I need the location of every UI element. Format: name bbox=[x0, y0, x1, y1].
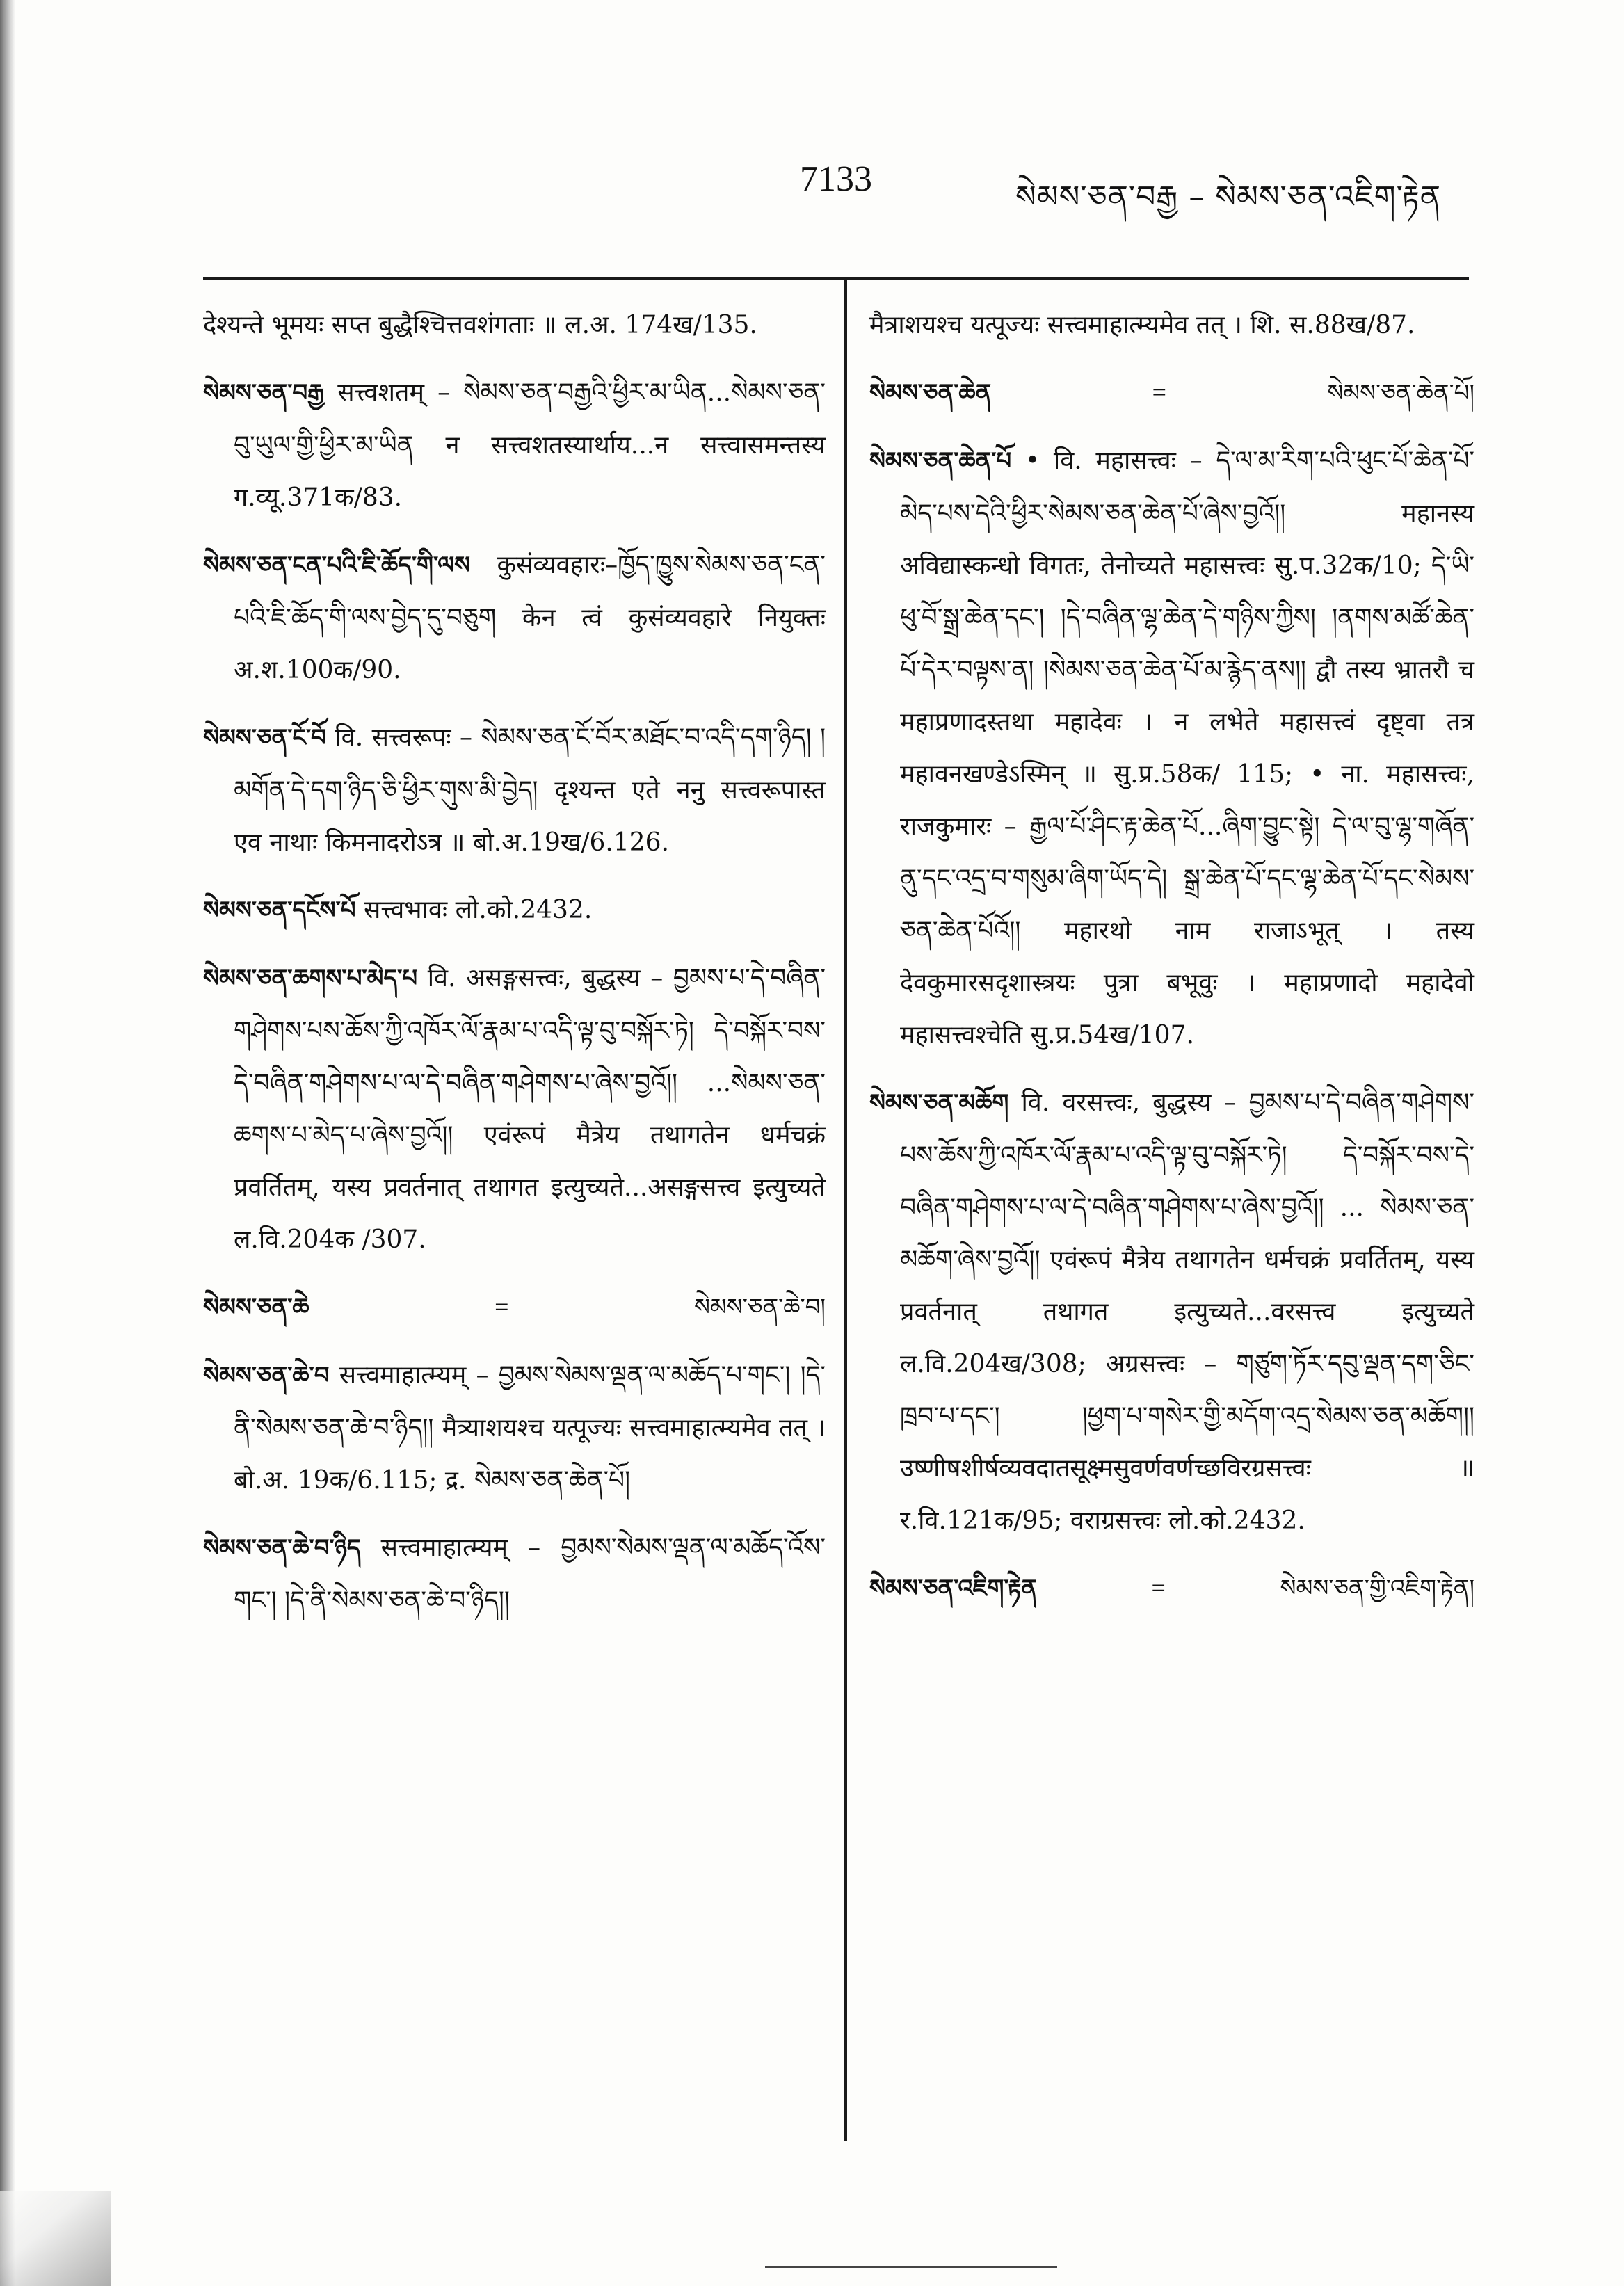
entry-headword: སེམས་ཅན་ངོ་བོ bbox=[203, 724, 326, 752]
dictionary-entry bbox=[203, 1349, 826, 1506]
page-header bbox=[0, 159, 1624, 221]
dictionary-entry bbox=[203, 952, 826, 1266]
cross-reference-target: སེམས་ཅན་ཆེན་པོ། bbox=[1327, 379, 1474, 407]
dictionary-entry bbox=[869, 435, 1474, 1061]
entry-body: सत्त्वशतम् – སེམས་ཅན་བརྒྱའི་ཕྱིར་མ་ཡིན...སེམས་ཅན་བུ་ཡུལ་གྱི་ཕྱིར་མ་ཡིན न सत्त्वशतस्यार्थाय...न सत्त्वासमन्तस्य ग.व्यू.371क/83. bbox=[234, 378, 826, 512]
entry-headword: སེམས་ཅན་དངོས་པོ bbox=[203, 896, 356, 924]
entry-headword: སེམས་ཅན་ཆགས་པ་མེད་པ bbox=[203, 965, 418, 992]
entry-body: वि. सत्त्वरूपः – སེམས་ཅན་ངོ་བོར་མཐོང་བ་འདི་དག་ཉིད། །མགོན་དེ་དག་ཉིད་ཅི་ཕྱིར་གུས་མི་བྱེད། दृश्यन्त एते ननु सत्त्वरूपास्त एव नाथाः किमनादरोऽत्र ॥ बो.अ.19ख/6.126. bbox=[234, 723, 826, 857]
dictionary-entry bbox=[203, 711, 826, 869]
footer-rule bbox=[765, 2266, 1057, 2268]
equals-sign: = bbox=[1151, 1574, 1166, 1602]
continuation-text: देश्यन्ते भूमयः सप्त बुद्धैश्चित्तवशंगताः ॥ ल.अ. 174ख/135. bbox=[203, 311, 757, 339]
header-rule bbox=[203, 277, 1469, 280]
left-column bbox=[203, 299, 826, 1642]
equals-sign: = bbox=[1152, 378, 1166, 406]
running-head: སེམས་ཅན་བརྒྱ – སེམས་ཅན་འཇིག་རྟེན bbox=[1015, 179, 1441, 215]
cross-reference-entry bbox=[869, 367, 1474, 419]
entry-headword: སེམས་ཅན་ཆེན་པོ bbox=[869, 447, 1012, 475]
entry-headword: སེམས་ཅན་ཆེན bbox=[869, 379, 992, 407]
dictionary-entry bbox=[203, 367, 826, 524]
scan-corner-shadow bbox=[0, 2191, 111, 2286]
entry-body: सत्त्वमाहात्म्यम् – བྱམས་སེམས་ལྡན་ལ་མཆོད་འོས་གང་། །དེ་ནི་སེམས་ཅན་ཆེ་བ་ཉིད།། bbox=[234, 1534, 826, 1615]
cross-reference-entry bbox=[869, 1562, 1474, 1615]
dictionary-entry bbox=[203, 539, 826, 696]
entry-body: वि. असङ्गसत्त्वः, बुद्धस्य – བྱམས་པ་དེ་བཞིན་གཤེགས་པས་ཆོས་ཀྱི་འཁོར་ལོ་རྣམ་པ་འདི་ལྟ་བུ་བསྐོར་ཏེ། དེ་བསྐོར་བས་དེ་བཞིན་གཤེགས་པ་ལ་དེ་བཞིན་གཤེགས་པ་ཞེས་བྱའོ།། ...སེམས་ཅན་ཆགས་པ་མེད་པ་ཞེས་བྱའོ།། एवंरूपं मैत्रेय तथागतेन धर्मचक्रं प्रवर्तितम्, यस्य प्रवर्तनात् तथागत इत्युच्यते...असङ्गसत्त्व इत्युच्यते ल.वि.204क /307. bbox=[234, 964, 826, 1254]
entry-headword: སེམས་ཅན་འཇིག་རྟེན bbox=[869, 1575, 1037, 1602]
entry-body: सत्त्वभावः लो.को.2432. bbox=[364, 896, 593, 924]
entry-body: • वि. महासत्त्वः – དེ་ལ་མ་རིག་པའི་ཕུང་པོ་ཆེན་པོ་མེད་པས་དེའི་ཕྱིར་སེམས་ཅན་ཆེན་པོ་ཞེས་བྱའོ།། महानस्य अविद्यास्कन्धो विगतः, तेनोच्यते महासत्त्वः सु.प.32क/10; དེ་ཡི་ཕུ་བོ་སྒྲ་ཆེན་དང་། །དེ་བཞིན་ལྷ་ཆེན་དེ་གཉིས་ཀྱིས། །ནགས་མཚོ་ཆེན་པོ་དེར་བལྟས་ན། །སེམས་ཅན་ཆེན་པོ་མ་རྙེད་ནས།། द्वौ तस्य भ्रातरौ च महाप्रणादस्तथा महादेवः । न लभेते महासत्त्वं दृष्ट्वा तत्र महावनखण्डेऽस्मिन् ॥ सु.प्र.58क/ 115; • ना. महासत्त्वः, राजकुमारः – རྒྱལ་པོ་ཤིང་རྟ་ཆེན་པོ...ཞིག་བྱུང་སྟེ། དེ་ལ་བུ་ལྷ་གཞོན་ནུ་དང་འདྲ་བ་གསུམ་ཞིག་ཡོད་དེ། སྒྲ་ཆེན་པོ་དང་ལྷ་ཆེན་པོ་དང་སེམས་ཅན་ཆེན་པོའོ།། महारथो नाम राजाऽभूत् । तस्य देवकुमारसदृशास्त्रयः पुत्रा बभूवुः । महाप्रणादो महादेवो महासत्त्वश्चेति सु.प्र.54ख/107. bbox=[900, 446, 1474, 1049]
cross-reference-entry bbox=[203, 1281, 826, 1334]
entry-body: कुसंव्यवहारः–ཁྱོད་ཁྱུས་སེམས་ཅན་ངན་པའི་ཇི་ཆོད་གི་ལས་བྱེད་དུ་བཅུག केन त्वं कुसंव्यवहारे नियुक्तः अ.श.100क/90. bbox=[234, 551, 826, 684]
right-column bbox=[869, 299, 1474, 1630]
entry-headword: སེམས་ཅན་ཆེ་བ་ཉིད bbox=[203, 1534, 361, 1562]
entry-headword: སེམས་ཅན་ཆེ bbox=[203, 1294, 309, 1321]
entry-headword: སེམས་ཅན་བརྒྱ bbox=[203, 379, 325, 407]
entry-headword: སེམས་ཅན་ཆེ་བ bbox=[203, 1362, 330, 1390]
scan-edge-shadow bbox=[0, 0, 15, 2286]
dictionary-entry bbox=[203, 1522, 826, 1627]
dictionary-entry bbox=[203, 884, 826, 937]
entry-body: वि. वरसत्त्वः, बुद्धस्य – བྱམས་པ་དེ་བཞིན་གཤེགས་པས་ཆོས་ཀྱི་འཁོར་ལོ་རྣམ་པ་འདི་ལྟ་བུ་བསྐོར་ཏེ། དེ་བསྐོར་བས་དེ་བཞིན་གཤེགས་པ་ལ་དེ་བཞིན་གཤེགས་པ་ཞེས་བྱའོ།། ... སེམས་ཅན་མཆོག་ཞེས་བྱའོ།། एवंरूपं मैत्रेय तथागतेन धर्मचक्रं प्रवर्तितम्, यस्य प्रवर्तनात् तथागत इत्युच्यते...वरसत्त्व इत्युच्यते ल.वि.204ख/308; अग्रसत्त्वः – གཙུག་ཏོར་དབུ་ལྡན་དག་ཅིང་ཁྲབ་པ་དང་། །ཕྱག་པ་གསེར་གྱི་མདོག་འདྲ་སེམས་ཅན་མཆོག།། उष्णीषशीर्षव्यवदातसूक्ष्मसुवर्णवर्णच्छविरग्रसत्त्वः ॥ र.वि.121क/95; वराग्रसत्त्वः लो.को.2432. bbox=[900, 1088, 1474, 1535]
dictionary-entry bbox=[869, 1077, 1474, 1547]
equals-sign: = bbox=[495, 1293, 509, 1321]
column-divider bbox=[844, 277, 847, 2141]
entry-body: सत्त्वमाहात्म्यम् – བྱམས་སེམས་ལྡན་ལ་མཆོད་པ་གང་། །དེ་ནི་སེམས་ཅན་ཆེ་བ་ཉིད།། मैत्र्याशयश्च यत्पूज्यः सत्त्वमाहात्म्यमेव तत् । बो.अ. 19क/6.115; द्र. སེམས་ཅན་ཆེན་པོ། bbox=[234, 1361, 826, 1495]
entry-headword: སེམས་ཅན་ངན་པའི་ཇི་ཆོད་གི་ལས bbox=[203, 552, 471, 579]
cross-reference-target: སེམས་ཅན་གྱི་འཇིག་རྟེན། bbox=[1280, 1575, 1474, 1602]
entry-headword: སེམས་ཅན་མཆོག bbox=[869, 1089, 1009, 1117]
cross-reference-target: སེམས་ཅན་ཆེ་བ། bbox=[693, 1294, 826, 1321]
continuation-text: मैत्राशयश्च यत्पूज्यः सत्त्वमाहात्म्यमेव तत् । शि. स.88ख/87. bbox=[869, 311, 1415, 339]
page-number: 7133 bbox=[800, 159, 872, 199]
